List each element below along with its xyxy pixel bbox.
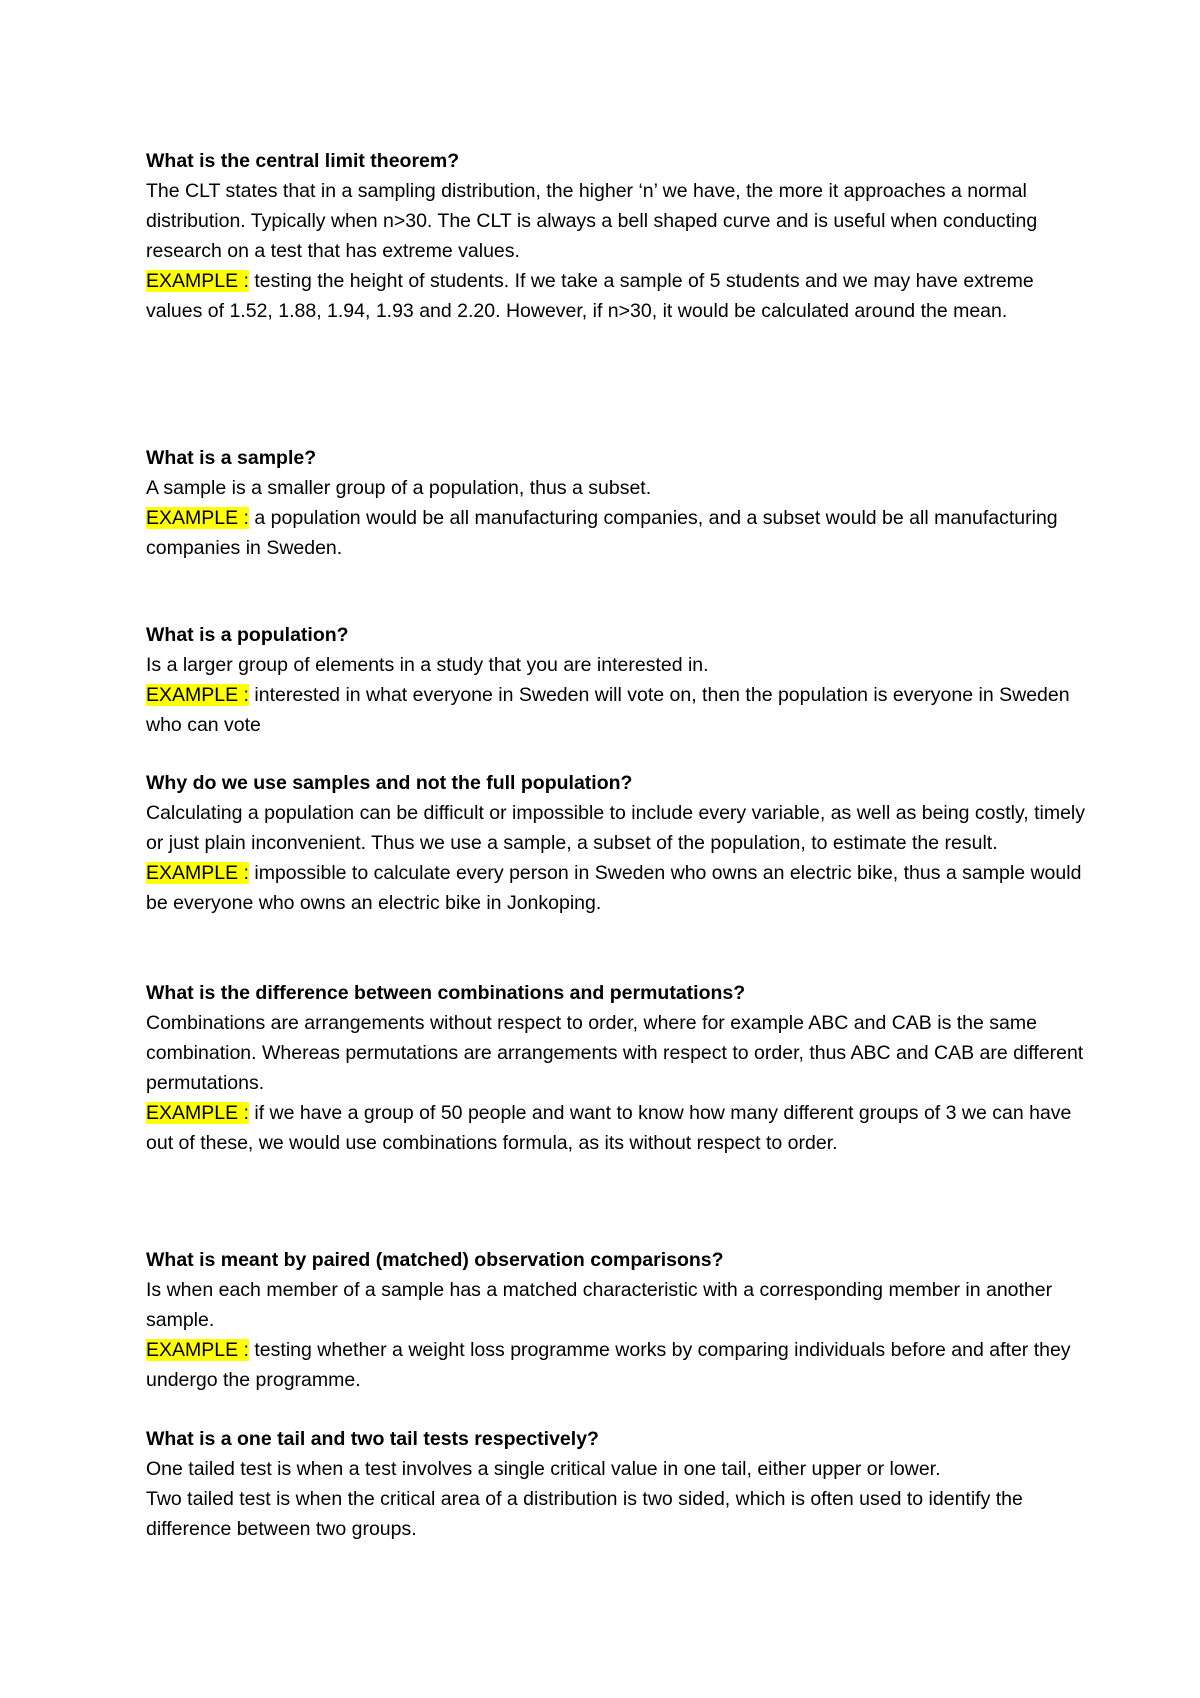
section-combinations-permutations <box>146 978 1086 1158</box>
question-heading: What is the difference between combinations and permutations? <box>146 982 746 1004</box>
example-text: if we have a group of 50 people and want to know how many different groups of 3 we can have out of these, we would use combinations formula, as its without respect to order. <box>146 1102 1072 1154</box>
answer-text: Is a larger group of elements in a study that you are interested in. <box>146 654 709 676</box>
example-paragraph <box>146 1335 1086 1395</box>
answer-text: Calculating a population can be difficult or impossible to include every variable, as well as being costly, timely or just plain inconvenient. Thus we use a sample, a subset of the population, to estimate the result. <box>146 802 1086 854</box>
section-samples-vs-population <box>146 768 1086 918</box>
example-text: impossible to calculate every person in Sweden who owns an electric bike, thus a sample would be everyone who owns an electric bike in Jonkoping. <box>146 862 1082 914</box>
section-one-two-tail-tests <box>146 1424 1086 1544</box>
example-paragraph <box>146 503 1086 563</box>
example-paragraph <box>146 1098 1086 1158</box>
question-heading: What is meant by paired (matched) observation comparisons? <box>146 1249 724 1271</box>
example-paragraph <box>146 266 1086 326</box>
section-population <box>146 620 1086 740</box>
example-label: EXAMPLE : <box>146 1102 249 1124</box>
example-text: testing whether a weight loss programme works by comparing individuals before and after they undergo the programme. <box>146 1339 1071 1391</box>
example-paragraph <box>146 858 1086 918</box>
answer-text: A sample is a smaller group of a population, thus a subset. <box>146 477 652 499</box>
example-label: EXAMPLE : <box>146 270 249 292</box>
section-central-limit-theorem <box>146 146 1086 326</box>
question-heading: What is the central limit theorem? <box>146 150 460 172</box>
question-heading: What is a sample? <box>146 447 317 469</box>
answer-text: Is when each member of a sample has a matched characteristic with a corresponding member in another sample. <box>146 1279 1053 1331</box>
example-text: interested in what everyone in Sweden will vote on, then the population is everyone in Sweden who can vote <box>146 684 1070 736</box>
example-label: EXAMPLE : <box>146 507 249 529</box>
example-text: a population would be all manufacturing companies, and a subset would be all manufacturing companies in Sweden. <box>146 507 1058 559</box>
example-paragraph <box>146 680 1086 740</box>
example-text: testing the height of students. If we take a sample of 5 students and we may have extreme values of 1.52, 1.88, 1.94, 1.93 and 2.20. However, if n>30, it would be calculated around the mean. <box>146 270 1034 322</box>
section-sample <box>146 443 1086 563</box>
example-label: EXAMPLE : <box>146 684 249 706</box>
question-heading: Why do we use samples and not the full population? <box>146 772 633 794</box>
example-label: EXAMPLE : <box>146 862 249 884</box>
answer-text: Combinations are arrangements without respect to order, where for example ABC and CAB is the same combination. Whereas permutations are arrangements with respect to order, thus ABC and CAB are different permutations. <box>146 1012 1084 1094</box>
question-heading: What is a one tail and two tail tests respectively? <box>146 1428 599 1450</box>
example-label: EXAMPLE : <box>146 1339 249 1361</box>
question-heading: What is a population? <box>146 624 349 646</box>
section-paired-observations <box>146 1245 1086 1395</box>
answer-text: The CLT states that in a sampling distribution, the higher ‘n’ we have, the more it approaches a normal distribution. Typically when n>30. The CLT is always a bell shaped curve and is useful when conducting research on a test that has extreme values. <box>146 180 1038 262</box>
answer-text: One tailed test is when a test involves a single critical value in one tail, either upper or lower. <box>146 1458 941 1480</box>
answer-text-2: Two tailed test is when the critical area of a distribution is two sided, which is often used to identify the difference between two groups. <box>146 1488 1023 1540</box>
